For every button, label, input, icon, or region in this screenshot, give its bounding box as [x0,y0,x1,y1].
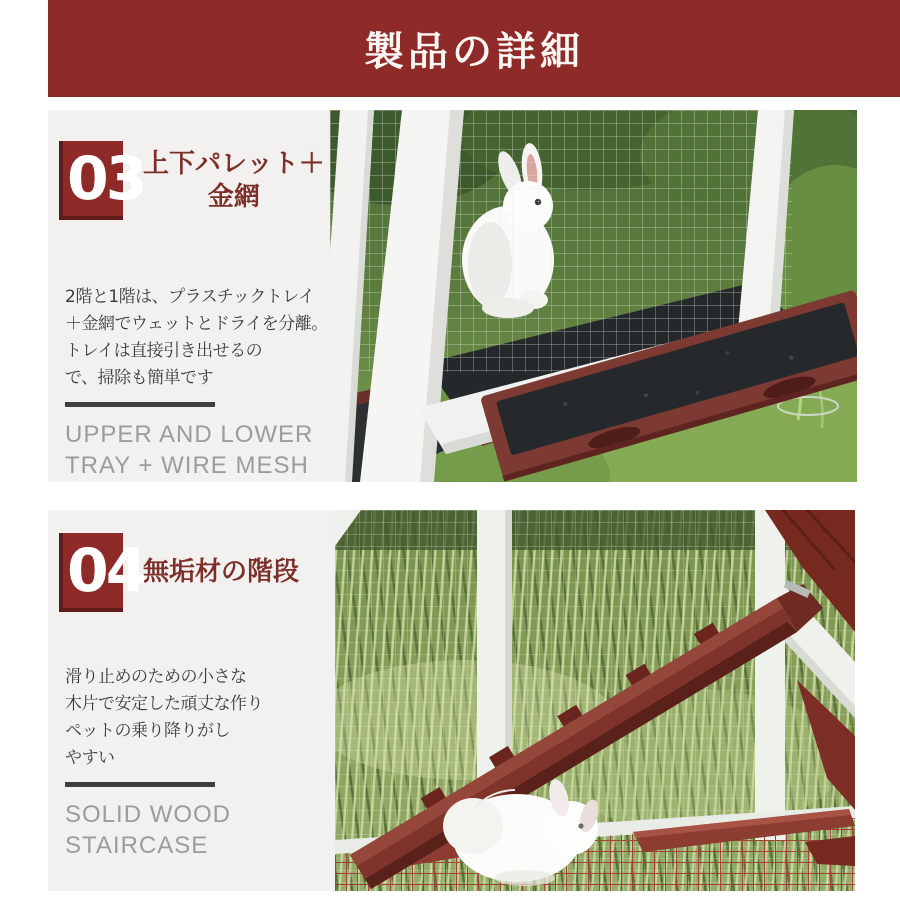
divider-rule [65,402,215,407]
feature-section-04 [48,510,855,891]
feature-section-03 [48,110,857,482]
title-line: 無垢材の階段 [143,557,300,588]
page-title: 製品の詳細 [364,29,584,75]
description-line: ペットの乗り降りがし [65,721,230,741]
description-line: トレイは直接引き出せるの [65,341,263,361]
description-line: で、掃除も簡単です [65,368,214,388]
feature-04-title [143,556,299,589]
description-line: 滑り止めのための小さな [65,667,247,687]
title-line: 金網 [207,181,260,212]
product-photo-tray-mesh [330,110,857,482]
wood-ramp-photo-illustration [335,510,855,891]
tray-mesh-photo-illustration [330,110,857,482]
caption-line: STAIRCASE [65,832,209,859]
title-line: 上下パレット＋ [143,149,325,179]
description-line: ＋金網でウェットとドライを分離。 [65,314,328,334]
feature-03-title [143,148,325,213]
caption-line: UPPER AND LOWER [65,421,314,448]
description-line: やすい [65,748,115,768]
feature-04-number-badge [59,533,145,612]
description-line: 木片で安定した頑丈な作り [65,694,263,714]
feature-04-description [48,664,335,772]
caption-line: SOLID WOOD [65,801,232,828]
caption-line: TRAY + WIRE MESH [65,452,309,479]
product-photo-wood-ramp [335,510,855,891]
feature-04-caption-en [48,799,335,861]
feature-04-number: 04 [67,535,145,606]
feature-03-number: 03 [67,143,145,214]
feature-04-text-panel [48,510,335,891]
feature-03-number-badge [59,141,145,220]
divider-rule [65,782,215,787]
feature-03-description [48,284,330,392]
feature-03-caption-en [48,419,330,481]
description-line: 2階と1階は、プラスチックトレイ [65,287,315,307]
feature-03-text-panel [48,110,330,482]
section-header-banner [48,0,900,97]
feature-04-heading-row [48,533,335,612]
feature-03-heading-row [48,141,330,220]
